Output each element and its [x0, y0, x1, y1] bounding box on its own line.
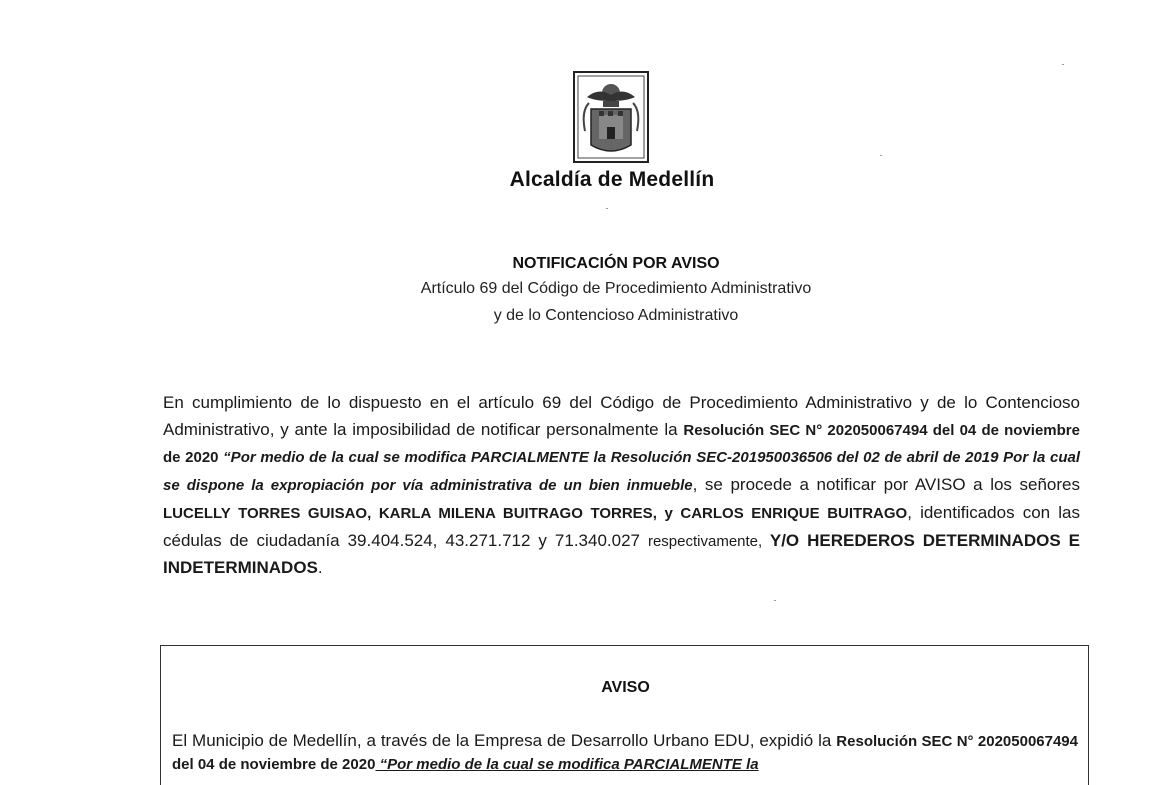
resolution-quote: “Por medio de la cual se modifica PARCIALMENTE la Resolución SEC-201950036506 del 02 de abril de 2019 Por la cual se dispone la expropiación por vía administrativa de un bien inmueble	[163, 449, 1080, 495]
org-name: Alcaldía de Medellín	[509, 168, 715, 191]
body-notify-text: , se procede a notificar por AVISO a los señores	[692, 475, 1080, 495]
aviso-resolution-quote: “Por medio de la cual se modifica PARCIALMENTE la	[375, 756, 759, 773]
notice-subtitle-line1: Artículo 69 del Código de Procedimiento Administrativo	[420, 280, 812, 297]
aviso-paragraph	[172, 730, 1078, 776]
scan-speck	[774, 600, 776, 601]
respectively-text: respectivamente,	[647, 532, 763, 550]
notice-title: NOTIFICACIÓN POR AVISO	[512, 255, 720, 272]
resolution-reference: Resolución SEC N° 202050067494 del 04 de noviembre de 2020	[163, 421, 1080, 467]
medellin-coat-of-arms-logo	[573, 71, 649, 163]
aviso-resolution-reference: Resolución SEC N° 202050067494 del 04 de noviembre de 2020	[172, 733, 1078, 773]
scan-speck	[606, 208, 608, 209]
notification-paragraph	[163, 390, 1080, 582]
heirs-text: Y/O HEREDEROS DETERMINADOS E INDETERMINADOS	[163, 530, 1080, 578]
body-end: .	[317, 558, 323, 578]
id-numbers-text: , identificados con las cédulas de ciudadanía 39.404.524, 43.271.712 y 71.340.027	[163, 502, 1081, 550]
notice-heading	[0, 253, 1174, 329]
aviso-intro: El Municipio de Medellín, a través de la Empresa de Desarrollo Urbano EDU, expidió la	[172, 731, 837, 750]
notice-subtitle-line2: y de lo Contencioso Administrativo	[493, 307, 739, 324]
scan-speck	[1062, 64, 1064, 65]
scan-speck	[880, 155, 882, 156]
aviso-box	[160, 645, 1089, 785]
body-intro: En cumplimiento de lo dispuesto en el artículo 69 del Código de Procedimiento Administrativo y de lo Contencioso Administrativo, y ante la imposibilidad de notificar personalmente la	[163, 393, 1080, 439]
addressee-names: LUCELLY TORRES GUISAO, KARLA MILENA BUITRAGO TORRES, y CARLOS ENRIQUE BUITRAGO	[163, 504, 908, 522]
aviso-title: AVISO	[601, 679, 650, 696]
